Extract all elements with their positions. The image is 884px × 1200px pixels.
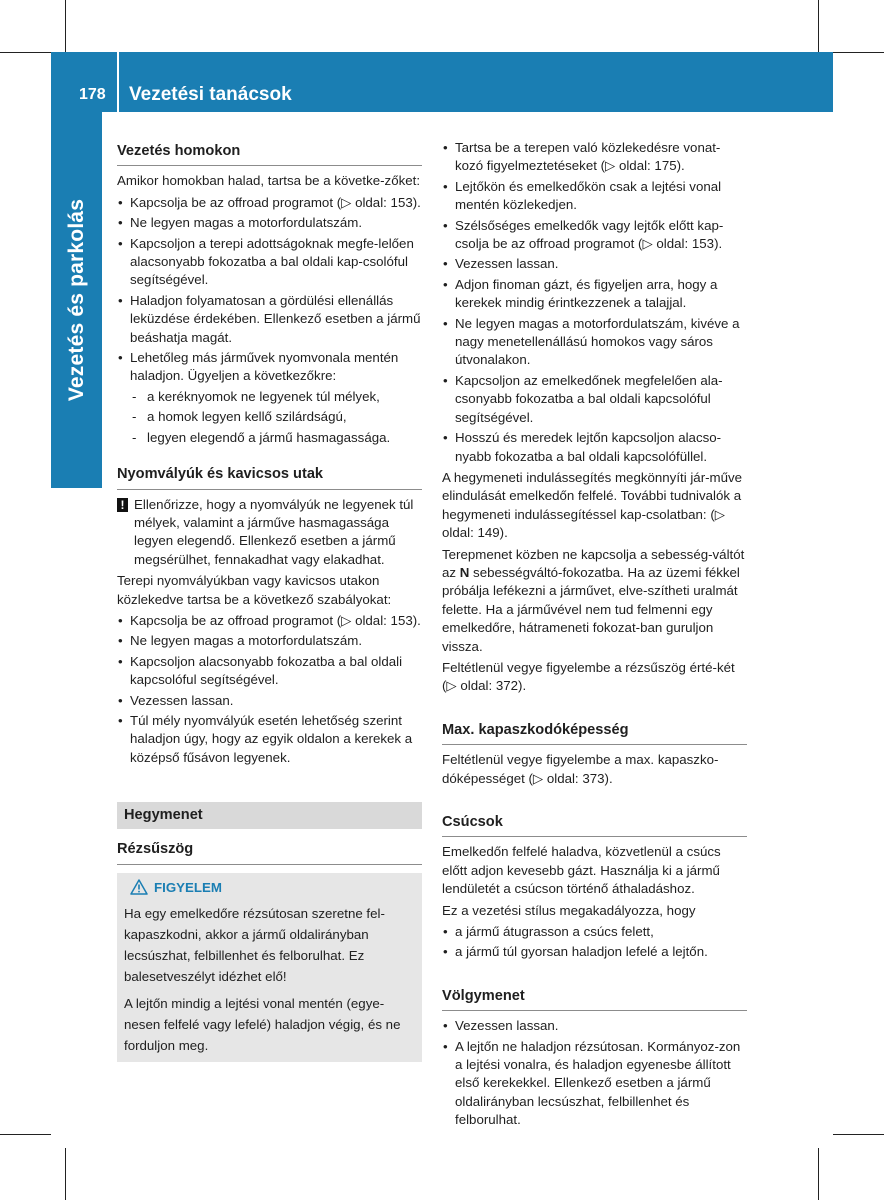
gear-n-label: N	[459, 564, 470, 580]
crest-paragraph: Ez a vezetési stílus megakadályozza, hogy	[442, 902, 696, 918]
list-item: • Kapcsoljon alacsonyabb fokozatba a bal oldali kapcsolóful segítségével.	[117, 653, 422, 690]
list-item: • Ne legyen magas a motorfordulatszám, kivéve a nagy menetellenállású homokos vagy sáros útvonalakon.	[442, 315, 747, 370]
list-item: • Vezessen lassan.	[442, 255, 747, 273]
sand-intro: Amikor homokban halad, tartsa be a követke-zőket:	[117, 173, 421, 189]
sand-bullet-list	[117, 194, 422, 447]
list-item: • Lejtőkön és emelkedőkön csak a lejtési vonal mentén közlekedjen.	[442, 178, 747, 215]
list-item: • a jármű átugrasson a csúcs felett,	[442, 923, 747, 941]
list-item: • Ne legyen magas a motorfordulatszám.	[117, 632, 422, 650]
section-heading-sand: Vezetés homokon	[117, 139, 422, 166]
hill-start-paragraph: A hegymeneti indulássegítés megkönnyíti jár-műve elindulását emelkedőn felfelé. További tudnivalók a hegymeneti indulássegítéssel kap-csolatban: (▷ oldal: 149).	[442, 469, 743, 541]
climb-paragraph: Feltétlenül vegye figyelembe a max. kapaszko-dóképességet (▷ oldal: 373).	[442, 752, 719, 786]
list-item: • Szélsőséges emelkedők vagy lejtők előtt kap-csolja be az offroad programot (▷ oldal: 153).	[442, 217, 747, 254]
neutral-text-b: sebességváltó-fokozatba. Ha az üzemi fékkel próbálja lefékezni a járművet, elve-szítheti uralmát felette. Ha a járművével nem tud felmenni egy emelkedőre, hátrameneti fokozat-ban guruljon vissza.	[442, 564, 740, 654]
page-header	[51, 52, 833, 112]
crop-mark	[833, 1134, 884, 1135]
crop-mark	[0, 52, 51, 53]
list-item: • Kapcsoljon az emelkedőnek megfelelően ala-csonyabb fokozatba a bal oldali kapcsolóful segítségével.	[442, 372, 747, 427]
warning-title: FIGYELEM	[154, 880, 222, 895]
caution-note	[117, 496, 422, 570]
crest-paragraph: Emelkedőn felfelé haladva, közvetlenül a csúcs előtt adjon kevesebb gázt. Használja ki a jármű lendületét a csúcson történő áthaladáshoz.	[442, 844, 721, 897]
header-divider	[117, 52, 119, 112]
list-item: • Ne legyen magas a motorfordulatszám.	[117, 214, 422, 232]
section-heading-diagonal: Rézsűszög	[117, 840, 422, 865]
list-item: - legyen elegendő a jármű hasmagassága.	[130, 429, 422, 447]
list-item: • Haladjon folyamatosan a gördülési ellenállás leküzdése érdekében. Ellenkező esetben a jármű beáshatja magát.	[117, 292, 422, 347]
crop-mark	[0, 1134, 51, 1135]
uphill-bullet-list	[442, 139, 747, 466]
left-column	[117, 139, 422, 1062]
list-item: • Hosszú és meredek lejtőn kapcsoljon alacso-nyabb fokozatba a bal oldali kapcsolófüllel.	[442, 429, 747, 466]
list-item	[117, 349, 422, 447]
list-item: • Tartsa be a terepen való közlekedésre vonat-kozó figyelmeztetéseket (▷ oldal: 175).	[442, 139, 747, 176]
exclamation-icon: !	[117, 498, 128, 512]
downhill-bullet-list	[442, 1017, 747, 1129]
list-item: • Vezessen lassan.	[442, 1017, 747, 1035]
list-item: • Kapcsolja be az offroad programot (▷ oldal: 153).	[117, 612, 422, 630]
chapter-tab	[51, 112, 102, 488]
angle-paragraph: Feltétlenül vegye figyelembe a rézsűszög érté-két (▷ oldal: 372).	[442, 659, 735, 694]
list-item: - a homok legyen kellő szilárdságú,	[130, 408, 422, 426]
ruts-bullet-list	[117, 612, 422, 767]
crop-mark	[818, 1148, 819, 1200]
crop-mark	[65, 1148, 66, 1200]
crop-mark	[65, 0, 66, 52]
section-heading-downhill: Völgymenet	[442, 984, 747, 1011]
crest-bullet-list	[442, 923, 747, 962]
neutral-text-a: Terepmenet közben ne kapcsolja a sebesség-váltót az	[442, 546, 745, 580]
right-column	[442, 139, 747, 1133]
crop-mark	[833, 52, 884, 53]
list-item: - a keréknyomok ne legyenek túl mélyek,	[130, 388, 422, 406]
list-item: • Kapcsolja be az offroad programot (▷ oldal: 153).	[117, 194, 422, 212]
warning-triangle-icon	[130, 879, 148, 895]
section-band-uphill: Hegymenet	[117, 802, 422, 828]
caution-note-text: Ellenőrizze, hogy a nyomvályúk ne legyenek túl mélyek, valamint a járműve hasmagassága legyen elegendő. Ellenkező esetben a jármű megsérülhet, fennakadhat vagy elakadhat.	[134, 496, 414, 567]
page-number: 178	[79, 85, 106, 103]
warning-box	[117, 873, 422, 1062]
neutral-gear-paragraph	[442, 546, 747, 656]
list-item: • Vezessen lassan.	[117, 692, 422, 710]
warning-header	[124, 879, 415, 897]
warning-paragraph: Ha egy emelkedőre rézsútosan szeretne fel-kapaszkodni, akkor a jármű oldalirányban lecsúszhat, felbillenhet és felborulhat. Ez balesetveszélyt idézhet elő!	[124, 906, 385, 985]
section-heading-climb: Max. kapaszkodóképesség	[442, 718, 747, 745]
warning-paragraph: A lejtőn mindig a lejtési vonal mentén (egye-nesen felfelé vagy lefelé) haladjon végig, és ne forduljon meg.	[124, 996, 401, 1054]
sand-dash-list	[130, 388, 422, 447]
list-item: • Adjon finoman gázt, és figyeljen arra, hogy a kerekek mindig érintkezzenek a talajjal.	[442, 276, 747, 313]
page-title: Vezetési tanácsok	[129, 83, 292, 105]
list-item: • A lejtőn ne haladjon rézsútosan. Kormányoz-zon a lejtési vonalra, és haladjon egyenesbe állított első kerekekkel. Ellenkező esetben a jármű oldalirányban lecsúszhat, felbillenhet és felborulhat.	[442, 1038, 747, 1130]
list-item: • a jármű túl gyorsan haladjon lefelé a lejtőn.	[442, 943, 747, 961]
list-item-text: Lehetőleg más járművek nyomvonala mentén haladjon. Ügyeljen a következőkre:	[130, 350, 399, 384]
list-item: • Kapcsoljon a terepi adottságoknak megfe-lelően alacsonyabb fokozatba a bal oldali kap-csolóful segítségével.	[117, 235, 422, 290]
chapter-label: Vezetés és parkolás	[64, 198, 88, 402]
list-item: • Túl mély nyomvályúk esetén lehetőség szerint haladjon úgy, hogy az egyik oldalon a kerekek a középső fűsávon legyenek.	[117, 712, 422, 767]
section-heading-ruts: Nyomvályúk és kavicsos utak	[117, 462, 422, 489]
ruts-intro: Terepi nyomvályúkban vagy kavicsos utakon közlekedve tartsa be a következő szabályokat:	[117, 573, 392, 607]
section-heading-crest: Csúcsok	[442, 810, 747, 837]
crop-mark	[818, 0, 819, 52]
